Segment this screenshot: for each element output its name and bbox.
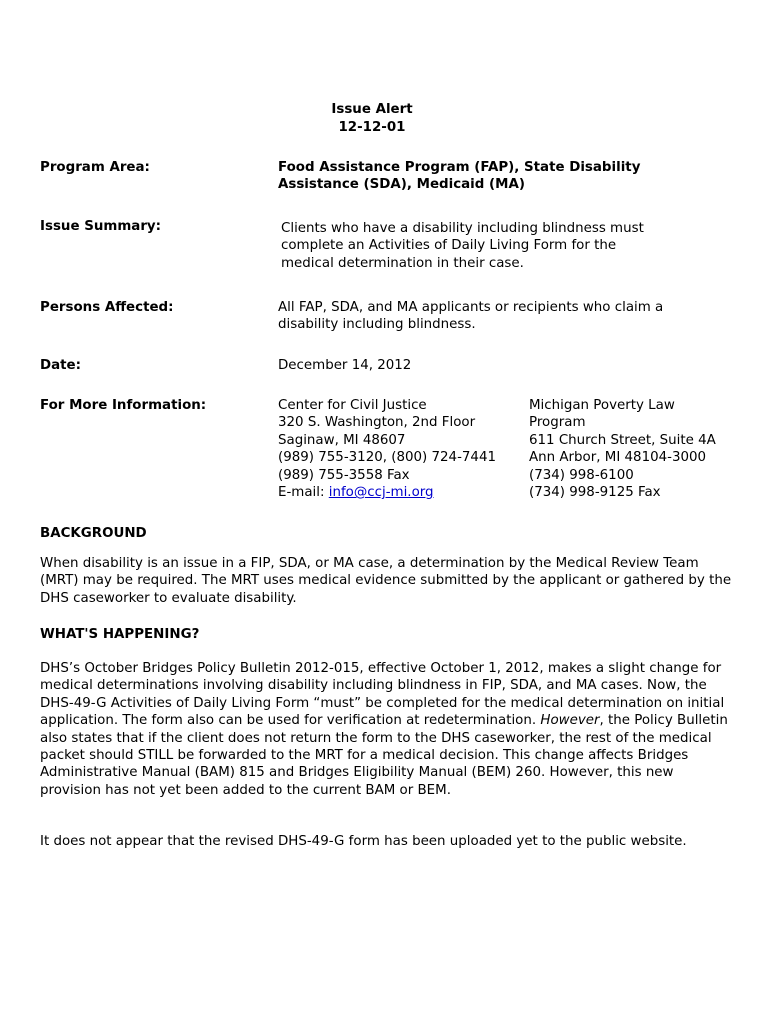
mplp-phone: (734) 998-6100	[529, 467, 634, 483]
issue-summary-value: Clients who have a disability including blindness must complete an Activities of Daily Living Form for the medical determination in their case.	[281, 221, 644, 271]
ccj-email-prefix: E-mail:	[278, 485, 329, 501]
more-info-label: For More Information:	[40, 398, 207, 413]
ccj-phone: (989) 755-3120, (800) 724-7441	[278, 450, 496, 466]
mplp-address-line1: 611 Church Street, Suite 4A	[529, 432, 716, 448]
whats-happening-heading: WHAT'S HAPPENING?	[40, 627, 200, 642]
ccj-address-line1: 320 S. Washington, 2nd Floor	[278, 415, 476, 431]
ccj-fax: (989) 755-3558 Fax	[278, 467, 410, 483]
alert-number: 12-12-01	[338, 120, 406, 135]
whats-happening-paragraph	[40, 660, 732, 799]
ccj-email-link[interactable]: info@ccj-mi.org	[328, 485, 434, 501]
mplp-name-line1: Michigan Poverty Law	[529, 398, 675, 413]
date-value: December 14, 2012	[278, 358, 412, 373]
happening-text-part1: DHS’s October Bridges Policy Bulletin 2012-015, effective October 1, 2012, makes a slight change for medical determinations involving disability including blindness in FIP, SDA, and MA cases. Now, the DHS-49-G Activities of Daily Living Form “must” be completed for the medical determination on initial application. The form also can be used for verification at redetermination.	[40, 661, 725, 729]
ccj-name: Center for Civil Justice	[278, 398, 427, 413]
program-area-value: Food Assistance Program (FAP), State Disability Assistance (SDA), Medicaid (MA)	[278, 160, 641, 193]
ccj-contact-block	[278, 397, 523, 501]
ccj-email-line	[278, 484, 523, 501]
background-heading: BACKGROUND	[40, 526, 147, 541]
mplp-fax: (734) 998-9125 Fax	[529, 485, 661, 501]
happening-text-part2: , the Policy Bulletin also states that if the client does not return the form to the DHS caseworker, the rest of the medical packet should STILL be forwarded to the MRT for a medical decision. This change affects Bridges Administrative Manual (BAM) 815 and Bridges Eligibility Manual (BEM) 260. However, this new provision has not yet been added to the current BAM or BEM.	[40, 713, 728, 798]
happening-emphasis: However	[540, 713, 600, 729]
mplp-contact-block	[529, 397, 739, 501]
persons-affected-value: All FAP, SDA, and MA applicants or recipients who claim a disability including blindness.	[278, 300, 664, 333]
program-area-label: Program Area:	[40, 160, 150, 175]
mplp-name-line2: Program	[529, 415, 586, 431]
background-paragraph: When disability is an issue in a FIP, SDA, or MA case, a determination by the Medical Review Team (MRT) may be required. The MRT uses medical evidence submitted by the applicant or gathered by the DHS caseworker to evaluate disability.	[40, 556, 732, 606]
closing-paragraph: It does not appear that the revised DHS-49-G form has been uploaded yet to the public website.	[40, 834, 687, 849]
document-title: Issue Alert	[331, 102, 413, 117]
mplp-address-line2: Ann Arbor, MI 48104-3000	[529, 450, 707, 466]
persons-affected-label: Persons Affected:	[40, 300, 174, 315]
date-label: Date:	[40, 358, 81, 373]
ccj-address-line2: Saginaw, MI 48607	[278, 432, 406, 448]
issue-summary-label: Issue Summary:	[40, 219, 162, 234]
